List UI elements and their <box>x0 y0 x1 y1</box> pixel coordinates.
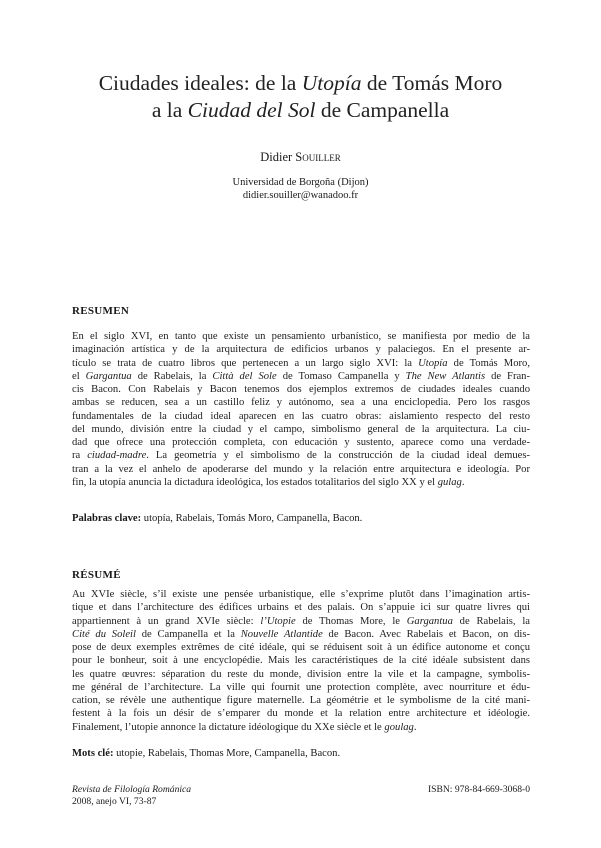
article-title <box>40 70 561 124</box>
text-run: ra <box>72 450 88 462</box>
text-line <box>72 694 530 707</box>
text-run: el <box>72 370 86 382</box>
text-run: de Bacon. Avec Rabelais et Bacon, on dis- <box>322 628 530 640</box>
text-run: imaginación artística y de la arquitectura de edificios urbanos y palaciegos. En el presente ar- <box>72 344 530 356</box>
text-line <box>72 615 530 628</box>
text-run: . La geometría y el simbolismo de la construcción de la ciudad ideal demues- <box>146 450 530 462</box>
text-run: cation, se révèle une authentique figure maternelle. La géométrie et le symbolisme de la cité mani- <box>72 695 530 706</box>
text-run: tique et dans l’architecture des édifices urbains et des palais. On s’appuie ici sur quatre livres qui <box>72 602 530 614</box>
italic-run: l’Utopie <box>260 615 296 627</box>
text-line <box>72 707 530 720</box>
resume-heading: RÉSUMÉ <box>72 569 121 581</box>
text-run: de Tomaso Campanella y <box>276 370 406 382</box>
text-line <box>72 370 530 383</box>
text-run: tículo se trata de cuatro libros que pertenecen a un largo siglo XVI: la <box>72 357 419 369</box>
text-line <box>72 588 530 601</box>
text-run: festent à la fois un désir de s’emparer du monde et la relation entre architecture et idéologie. <box>72 708 530 720</box>
italic-run: The New Atlantis <box>405 370 486 382</box>
italic-run: Città del Sole <box>212 370 277 382</box>
italic-run: Gargantua <box>406 615 453 627</box>
text-run: Au XVIe siècle, s’il existe une pensée urbanistique, elle s’exprime plutôt dans l’imagination artis- <box>72 589 530 600</box>
author-name: Didier Souiller <box>260 150 341 164</box>
resumen-abstract <box>72 330 530 489</box>
text-run: del mundo, división entre la ciudad y el campo, simbolismo general de la arquitectura. La ciu- <box>72 423 530 435</box>
text-run: les quatre œuvres: séparation du reste du monde, division entre la vile et la campagne, symbolis- <box>72 668 530 680</box>
text-run: appartiennent à un grand XVIe siècle: <box>72 615 261 627</box>
text-line <box>72 330 530 343</box>
text-line <box>72 463 530 476</box>
title-line-2: a la Ciudad del Sol de Campanella <box>151 98 450 122</box>
text-run: pour le bonheur, soit à une encyclopédie. Mais les caractéristiques de la cité idéale subsistent dans <box>72 655 530 667</box>
text-line <box>72 396 530 409</box>
resumen-keywords: Palabras clave: utopía, Rabelais, Tomás Moro, Campanella, Bacon. <box>72 513 363 524</box>
text-run: Finalement, l’utopie annonce la dictature idéologique du XXe siècle et le <box>72 721 385 733</box>
institution: Universidad de Borgoña (Dijon) <box>232 177 369 188</box>
text-line <box>72 436 530 449</box>
italic-run: goulag <box>384 721 414 733</box>
text-run: fundamentales de la ciudad ideal aparecen en las cuatro obras: aislamiento respecto del resto <box>72 410 530 422</box>
resume-abstract <box>72 588 530 734</box>
text-run: de Rabelais, la <box>452 615 531 627</box>
text-run: de Thomas More, le <box>295 615 407 627</box>
italic-run: Gargantua <box>85 370 132 382</box>
text-run: de Rabelais, la <box>131 370 213 382</box>
text-run: En el siglo XVI, en tanto que existe un pensamiento urbanístico, se manifiesta por medio de la <box>72 331 530 342</box>
text-line <box>72 449 530 462</box>
isbn: ISBN: 978-84-669-3068-0 <box>427 784 530 795</box>
text-line <box>72 476 530 489</box>
text-line <box>72 383 530 396</box>
text-run: pose de deux exemples extrêmes de cité idéale, qui se réduisent soit à un édifice autonome et conçu <box>72 642 530 653</box>
italic-run: ciudad-madre <box>87 450 147 462</box>
text-run: de Campanella et la <box>135 628 241 640</box>
text-line <box>72 423 530 436</box>
text-line <box>72 601 530 614</box>
text-run: fin, la utopía anuncia la dictadura ideológica, los estados totalitarios del siglo XX y el <box>72 476 438 488</box>
title-line-1: Ciudades ideales: de la Utopía de Tomás Moro <box>98 71 503 95</box>
text-line <box>72 654 530 667</box>
italic-run: Cité du Soleil <box>72 628 136 640</box>
text-line <box>72 357 530 370</box>
italic-run: Nouvelle Atlantide <box>240 628 323 640</box>
text-run: ambas se reducen, sea a un castillo feliz y autónomo, sea a una enciclopedia. Pero los rasgos <box>72 397 530 409</box>
journal-name: Revista de Filología Románica <box>72 784 192 795</box>
resumen-heading: RESUMEN <box>72 305 130 317</box>
text-run: de Tomás Moro, <box>447 357 530 369</box>
italic-run: Utopía <box>418 357 448 369</box>
author-email[interactable]: didier.souiller@wanadoo.fr <box>242 190 359 201</box>
text-run: . <box>461 476 465 488</box>
text-line <box>72 628 530 641</box>
text-run: de Fran- <box>485 370 530 382</box>
text-run: tran a la vez el anhelo de apoderarse del mundo y la relación entre arquitectura e ideología. Por <box>72 463 530 475</box>
resume-keywords: Mots clé: utopie, Rabelais, Thomas More, Campanella, Bacon. <box>72 748 341 759</box>
text-line <box>72 668 530 681</box>
text-run: dad que ofrece una protección completa, con educación y sustento, aparece como una verdade- <box>72 437 530 448</box>
text-line <box>72 681 530 694</box>
text-run: me général de l’architecture. La ville qui fournit une protection complète, avec nourriture et édu- <box>72 681 530 693</box>
text-line <box>72 721 530 734</box>
italic-run: gulag <box>437 476 462 488</box>
journal-citation <box>72 784 191 808</box>
journal-issue: 2008, anejo VI, 73-87 <box>72 796 157 807</box>
text-line <box>72 641 530 654</box>
text-run: . <box>413 721 417 733</box>
text-line <box>72 410 530 423</box>
text-run: cis Bacon. Con Rabelais y Bacon tenemos dos ejemplos extremos de ciudades ideales cuando <box>72 384 530 395</box>
author-affiliation <box>0 176 601 202</box>
text-line <box>72 343 530 356</box>
